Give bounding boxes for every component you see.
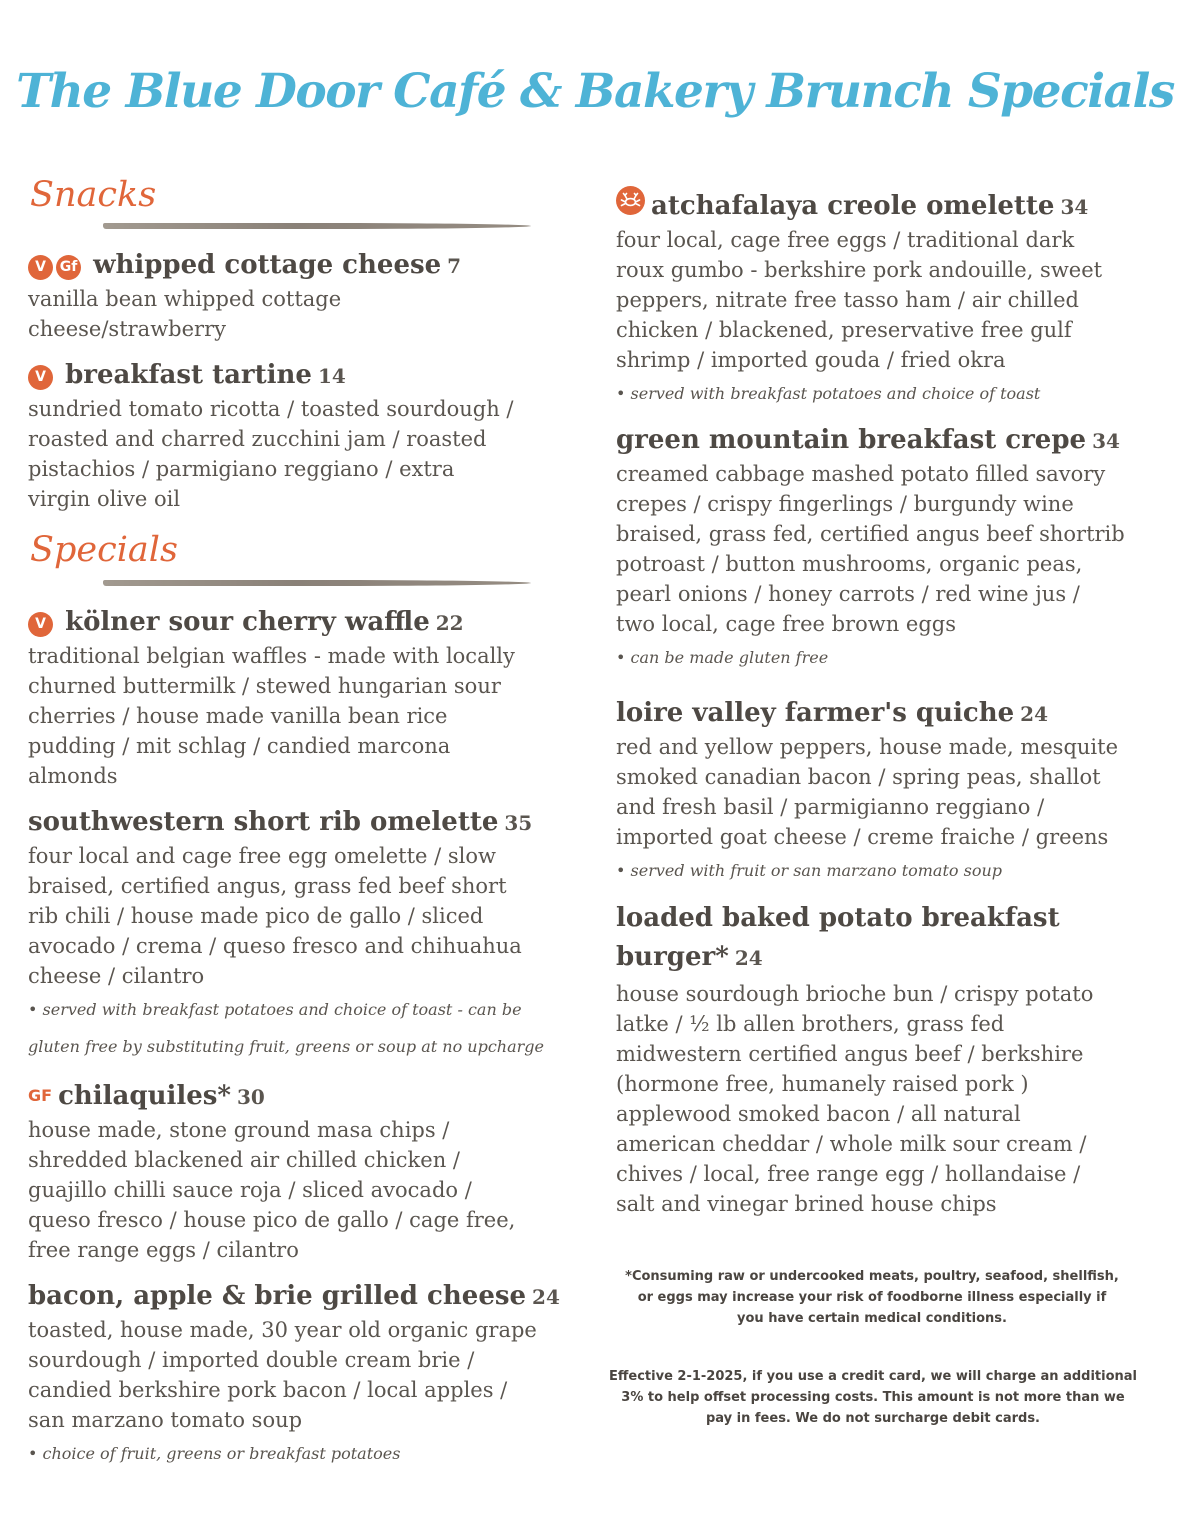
item-price: 35 xyxy=(504,811,533,835)
menu-item-chilaquiles xyxy=(28,1079,568,1265)
item-description: toasted, house made, 30 year old organic grape sourdough / imported double cream brie / candied berkshire pork bacon / local apples / san marzano tomato soup xyxy=(28,1318,537,1432)
section-heading-snacks: Snacks xyxy=(30,175,157,215)
crab-icon xyxy=(616,186,645,215)
item-heading xyxy=(28,805,568,840)
menu-item-loaded-baked-potato-breakfast-burger xyxy=(616,899,1094,1219)
item-name: southwestern short rib omelette xyxy=(28,807,499,837)
item-heading xyxy=(616,696,1164,731)
item-name: green mountain breakfast crepe xyxy=(616,425,1087,455)
item-price: 24 xyxy=(734,946,763,970)
raw-food-disclaimer: *Consuming raw or undercooked meats, poultry, seafood, shellfish, or eggs may increase your risk of foodborne illness especially if you have certain medical conditions. xyxy=(625,1269,1119,1326)
item-note: • can be made gluten free xyxy=(616,648,829,667)
item-price: 30 xyxy=(237,1085,265,1109)
menu-item-southwestern-short-rib-omelette xyxy=(28,805,568,1065)
menu-item-green-mountain-breakfast-crepe xyxy=(616,423,1164,676)
item-description: house sourdough brioche bun / crispy potato latke / ½ lb allen brothers, grass fed midwestern certified angus beef / berkshire (hormone free, humanely raised pork ) applewood smoked bacon / all natural american cheddar / whole milk sour cream / chives / local, free range egg / hollandaise / salt and vinegar brined house chips xyxy=(616,982,1094,1216)
item-name: chilaquiles* xyxy=(58,1081,232,1111)
item-description: sundried tomato ricotta / toasted sourdough / roasted and charred zucchini jam / roasted pistachios / parmigiano reggiano / extra virgin olive oil xyxy=(28,397,514,511)
item-price: 24 xyxy=(1020,702,1049,726)
item-heading xyxy=(616,423,1164,458)
page-title: The Blue Door Café & Bakery Brunch Specials xyxy=(16,64,1174,119)
menu-item-loire-valley-farmers-quiche xyxy=(616,696,1164,889)
menu-item-bacon-apple-brie-grilled-cheese xyxy=(28,1279,568,1472)
brush-divider xyxy=(103,223,531,229)
item-heading xyxy=(28,1079,568,1114)
brush-divider xyxy=(103,580,531,586)
menu-item-breakfast-tartine xyxy=(28,358,568,514)
item-name: whipped cottage cheese xyxy=(93,250,442,280)
item-description: four local and cage free egg omelette / slow braised, certified angus, grass fed beef short rib chili / house made pico de gallo / sliced avocado / crema / queso fresco and chihuahua cheese / cilantro xyxy=(28,844,522,988)
item-price: 14 xyxy=(317,364,346,388)
menu-item-kolner-sour-cherry-waffle xyxy=(28,605,568,791)
item-heading xyxy=(28,605,568,640)
item-price: 24 xyxy=(532,1285,560,1309)
item-description: red and yellow peppers, house made, mesquite smoked canadian bacon / spring peas, shallot and fresh basil / parmigianno reggiano / imported goat cheese / creme fraiche / greens xyxy=(616,735,1119,849)
item-name: loire valley farmer's quiche xyxy=(616,698,1015,728)
item-description: vanilla bean whipped cottage cheese/strawberry xyxy=(28,287,342,341)
item-price: 22 xyxy=(435,611,464,635)
item-name: atchafalaya creole omelette xyxy=(651,191,1055,221)
vegetarian-badge-icon: V xyxy=(28,255,53,280)
item-name: breakfast tartine xyxy=(65,360,312,390)
item-note: • choice of fruit, greens or breakfast potatoes xyxy=(28,1444,401,1463)
menu-item-whipped-cottage-cheese xyxy=(28,248,568,344)
item-name: loaded baked potato breakfast burger* xyxy=(616,903,1060,972)
vegetarian-badge-icon: V xyxy=(28,612,53,637)
item-description: traditional belgian waffles - made with locally churned buttermilk / stewed hungarian sour cherries / house made vanilla bean rice pudding / mit schlag / candied marcona almonds xyxy=(28,644,515,788)
item-note: • served with breakfast potatoes and choice of toast - can be gluten free by substituting fruit, greens or soup at no upcharge xyxy=(28,1000,544,1056)
item-price: 34 xyxy=(1092,429,1120,453)
gluten-free-badge-icon: Gf xyxy=(56,255,81,280)
menu-item-atchafalaya-creole-omelette xyxy=(616,186,1164,412)
item-heading xyxy=(616,899,1066,978)
item-note: • served with fruit or san marzano tomato soup xyxy=(616,861,1002,880)
item-name: kölner sour cherry waffle xyxy=(65,607,430,637)
item-price: 34 xyxy=(1060,195,1089,219)
item-description: four local, cage free eggs / traditional dark roux gumbo - berkshire pork andouille, sweet peppers, nitrate free tasso ham / air chilled chicken / blackened, preservative free gulf shrimp / imported gouda / fried okra xyxy=(616,228,1103,372)
vegetarian-badge-icon: V xyxy=(28,365,53,390)
item-heading xyxy=(28,248,568,283)
item-heading xyxy=(616,186,1164,224)
item-heading xyxy=(28,1279,568,1314)
item-name: bacon, apple & brie grilled cheese xyxy=(28,1281,527,1311)
item-price: 7 xyxy=(447,254,462,278)
section-heading-specials: Specials xyxy=(30,530,178,570)
credit-card-surcharge-notice: Effective 2-1-2025, if you use a credit card, we will charge an additional 3% to help offset processing costs. This amount is not more than we pay in fees. We do not surcharge debit cards. xyxy=(608,1369,1138,1426)
item-heading xyxy=(28,358,568,393)
item-description: creamed cabbage mashed potato filled savory crepes / crispy fingerlings / burgundy wine braised, grass fed, certified angus beef shortrib potroast / button mushrooms, organic peas, pearl onions / honey carrots / red wine jus / two local, cage free brown eggs xyxy=(616,462,1125,636)
item-note: • served with breakfast potatoes and choice of toast xyxy=(616,384,1041,403)
item-description: house made, stone ground masa chips / shredded blackened air chilled chicken / guajillo chilli sauce roja / sliced avocado / queso fresco / house pico de gallo / cage free, free range eggs / cilantro xyxy=(28,1118,516,1262)
gluten-free-badge-icon: GF xyxy=(28,1086,53,1105)
